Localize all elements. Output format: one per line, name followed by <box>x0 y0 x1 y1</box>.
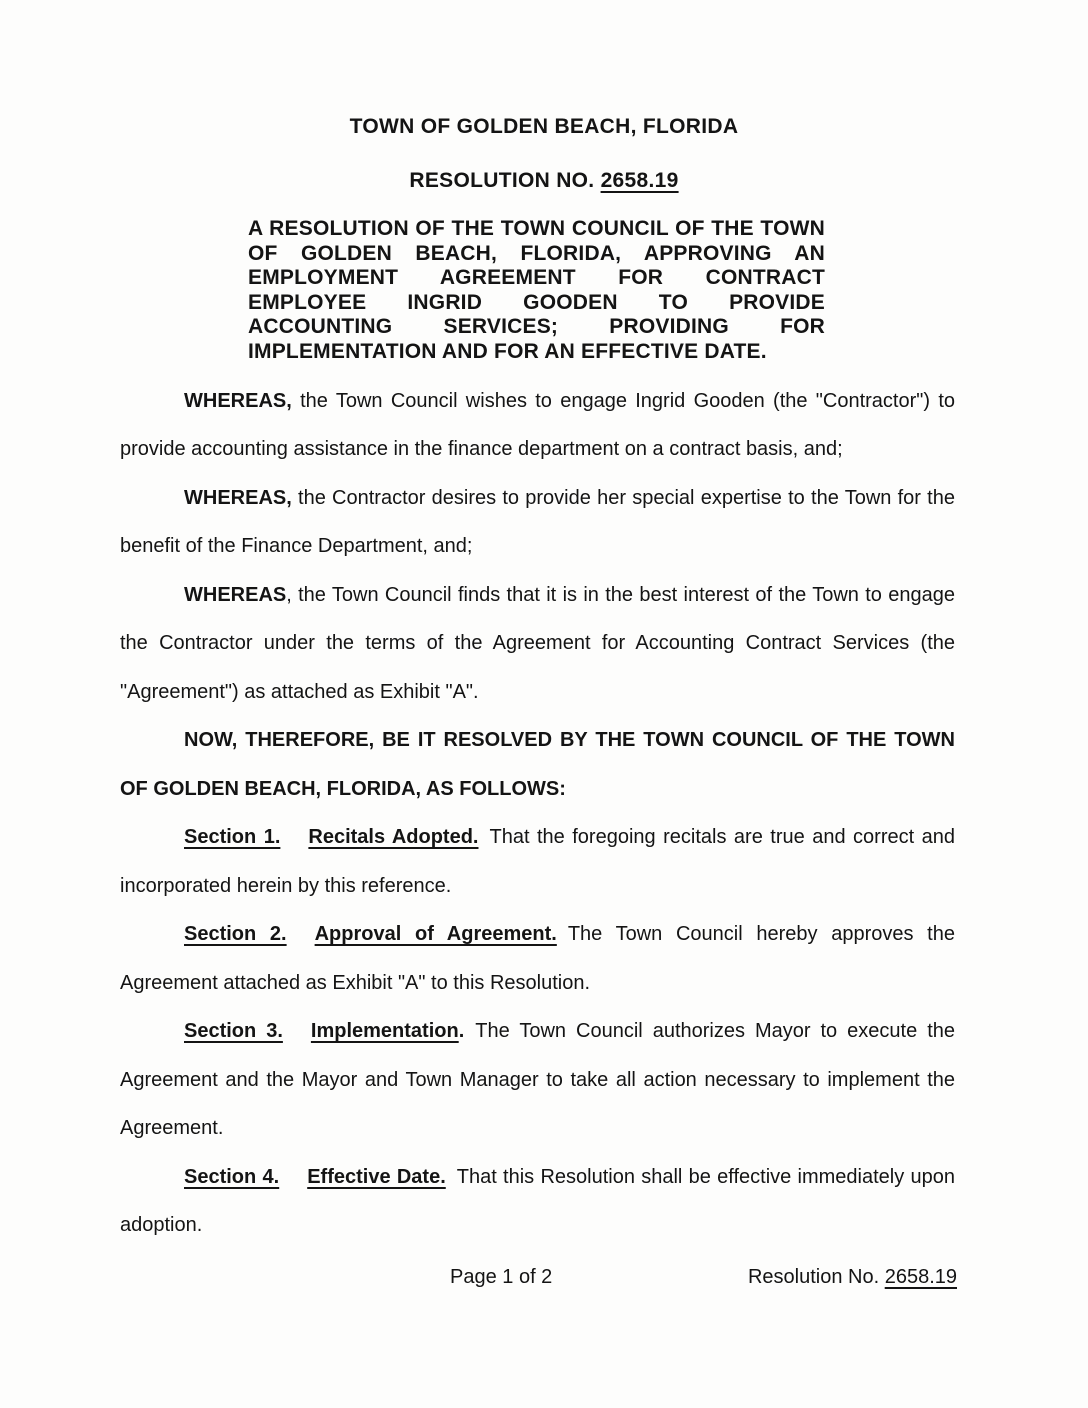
section-body: That this Resolution shall be effective immediately upon adoption. <box>120 1165 956 1237</box>
resolved-clause: NOW, THEREFORE, BE IT RESOLVED BY THE TOWN COUNCIL OF THE TOWN OF GOLDEN BEACH, FLORIDA, AS FOLLOWS: <box>120 729 955 800</box>
resolution-label: RESOLUTION NO. <box>409 169 601 192</box>
section-body: The Town Council hereby approves the Agreement attached as Exhibit "A" to this Resolution. <box>120 923 955 994</box>
footer-resolution-number: 2658.19 <box>884 1266 957 1288</box>
section-number: Section 3. <box>184 1020 283 1043</box>
whereas-lead: WHEREAS <box>184 583 287 606</box>
whereas-text: , the Town Council finds that it is in the best interest of the Town to engage the Contractor under the terms of the Agreement for Accounting Contract Services (the "Agreement") as attached as Exhibit "A". <box>120 583 955 703</box>
section-paragraph-4 <box>120 1153 955 1250</box>
resolution-number-line <box>0 171 1088 191</box>
section-paragraph-1 <box>120 813 955 910</box>
whereas-text: the Town Council wishes to engage Ingrid Gooden (the "Contractor") to provide accounting assistance in the finance department on a contract basis, and; <box>120 389 955 461</box>
section-number: Section 1. <box>184 826 281 849</box>
whereas-paragraph-2 <box>120 474 955 571</box>
section-body: That the foregoing recitals are true and correct and incorporated herein by this reference. <box>120 826 955 897</box>
whereas-text: the Contractor desires to provide her special expertise to the Town for the benefit of the Finance Department, and; <box>120 486 955 558</box>
section-heading: Effective Date. <box>307 1165 446 1188</box>
section-paragraph-3 <box>120 1007 955 1153</box>
page-footer <box>120 1266 957 1289</box>
whereas-lead: WHEREAS, <box>184 486 292 509</box>
footer-resolution-label: Resolution No. <box>747 1266 885 1288</box>
subject-clause: A RESOLUTION OF THE TOWN COUNCIL OF THE TOWN OF GOLDEN BEACH, FLORIDA, APPROVING AN EMPLOYMENT AGREEMENT FOR CONTRACT EMPLOYEE INGRID GOODEN TO PROVIDE ACCOUNTING SERVICES; PROVIDING FOR IMPLEMENTATION AND FOR AN EFFECTIVE DATE. <box>248 217 825 363</box>
resolution-number: 2658.19 <box>600 169 679 192</box>
section-number: Section 2. <box>184 923 287 946</box>
section-paragraph-2 <box>120 910 955 1007</box>
page-title: TOWN OF GOLDEN BEACH, FLORIDA <box>349 115 739 138</box>
section-heading: Implementation <box>310 1020 459 1043</box>
section-number: Section 4. <box>184 1165 280 1188</box>
whereas-lead: WHEREAS, <box>184 389 292 412</box>
footer-resolution-ref <box>748 1266 957 1289</box>
document-body <box>0 377 1088 1250</box>
whereas-paragraph-3 <box>120 571 955 717</box>
section-body: The Town Council authorizes Mayor to execute the Agreement and the Mayor and Town Manager to take all action necessary to implement the Agreement. <box>120 1020 955 1140</box>
section-heading: Recitals Adopted. <box>308 826 479 849</box>
section-heading: Approval of Agreement. <box>314 923 557 946</box>
page-number-label: Page 1 of 2 <box>450 1266 553 1288</box>
section-heading-suffix: . <box>458 1020 465 1043</box>
whereas-paragraph-1 <box>120 377 955 474</box>
